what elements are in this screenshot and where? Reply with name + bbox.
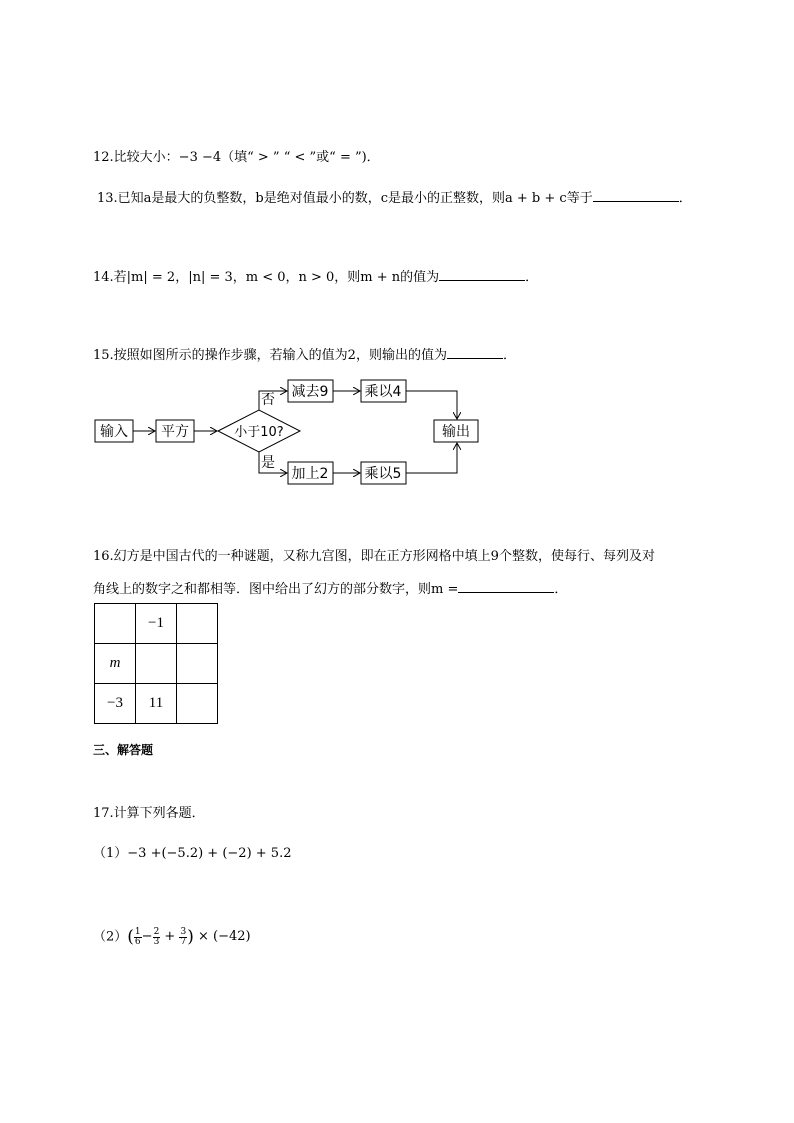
- question-17-part-2: [93, 926, 251, 949]
- square-label: 平方: [161, 424, 189, 440]
- question-15-suffix: ．: [502, 348, 516, 363]
- grid-cell: m: [95, 644, 136, 684]
- numerator: 3: [180, 926, 187, 937]
- grid-cell: −3: [95, 684, 136, 724]
- question-13-text: 13.已知a是最大的负整数，b是绝对值最小的数，c是最小的正整数，则a + b + c等于: [97, 191, 593, 206]
- part-2-label: （2）: [93, 929, 128, 945]
- question-16-line-1: [93, 549, 655, 565]
- yes-label: 是: [261, 455, 275, 471]
- question-14-text: 14.若|m| = 2，|n| = 3，m < 0，n > 0，则m + n的值为: [93, 270, 440, 285]
- grid-row: [95, 644, 218, 684]
- grid-cell: [177, 684, 218, 724]
- subtract-label: 减去9: [291, 384, 329, 400]
- question-17-text: 17.计算下列各题．: [93, 806, 205, 821]
- grid-row: [95, 604, 218, 644]
- section-title: [93, 742, 153, 758]
- numerator: 1: [134, 926, 141, 937]
- minus-sign: −: [141, 929, 153, 944]
- add-label: 加上2: [291, 466, 329, 482]
- question-16-text: 16.幻方是中国古代的一种谜题，又称九宫图，即在正方形网格中填上9个整数，使每行、每列及对: [93, 549, 655, 564]
- denominator: 3: [153, 936, 160, 947]
- grid-cell: 11: [136, 684, 177, 724]
- question-12-text: 12.比较大小：−3 −4（填“ > ” “ < ”或“ = ”)．: [93, 150, 380, 165]
- arrow: [406, 443, 457, 473]
- numerator: 2: [153, 926, 160, 937]
- part-2-suffix: × (−42): [193, 929, 251, 944]
- multiply-5-label: 乘以5: [364, 466, 402, 482]
- question-16-suffix: ．: [554, 582, 568, 597]
- question-13-suffix: ．: [678, 191, 692, 206]
- question-14-suffix: ．: [525, 270, 539, 285]
- part-1-expression: （1）−3 +(−5.2) + (−2) + 5.2: [93, 846, 292, 861]
- grid-row: [95, 684, 218, 724]
- output-label: 输出: [442, 424, 470, 440]
- magic-square-grid: [94, 603, 218, 724]
- fraction: [134, 928, 142, 947]
- denominator: 6: [134, 936, 141, 947]
- section-title-text: 三、解答题: [93, 743, 154, 757]
- grid-cell: [95, 604, 136, 644]
- question-17-title: [93, 806, 205, 822]
- grid-cell: [177, 644, 218, 684]
- question-16-line-2: [93, 580, 567, 598]
- answer-blank: [458, 580, 554, 593]
- question-16-text-2: 角线上的数字之和都相等．图中给出了幻方的部分数字，则m =: [93, 582, 459, 597]
- question-15-text: 15.按照如图所示的操作步骤，若输入的值为2，则输出的值为: [93, 348, 447, 363]
- grid-cell: [136, 644, 177, 684]
- multiply-4-label: 乘以4: [364, 384, 402, 400]
- input-label: 输入: [100, 424, 128, 440]
- question-17-part-1: [93, 846, 291, 862]
- decision-label: 小于10?: [234, 425, 284, 440]
- right-paren: ): [187, 927, 194, 947]
- denominator: 7: [180, 936, 187, 947]
- left-paren: (: [127, 927, 134, 947]
- no-label: 否: [261, 392, 275, 408]
- grid-cell: [177, 604, 218, 644]
- grid-cell: −1: [136, 604, 177, 644]
- plus-sign: +: [160, 929, 180, 944]
- arrow: [406, 391, 457, 419]
